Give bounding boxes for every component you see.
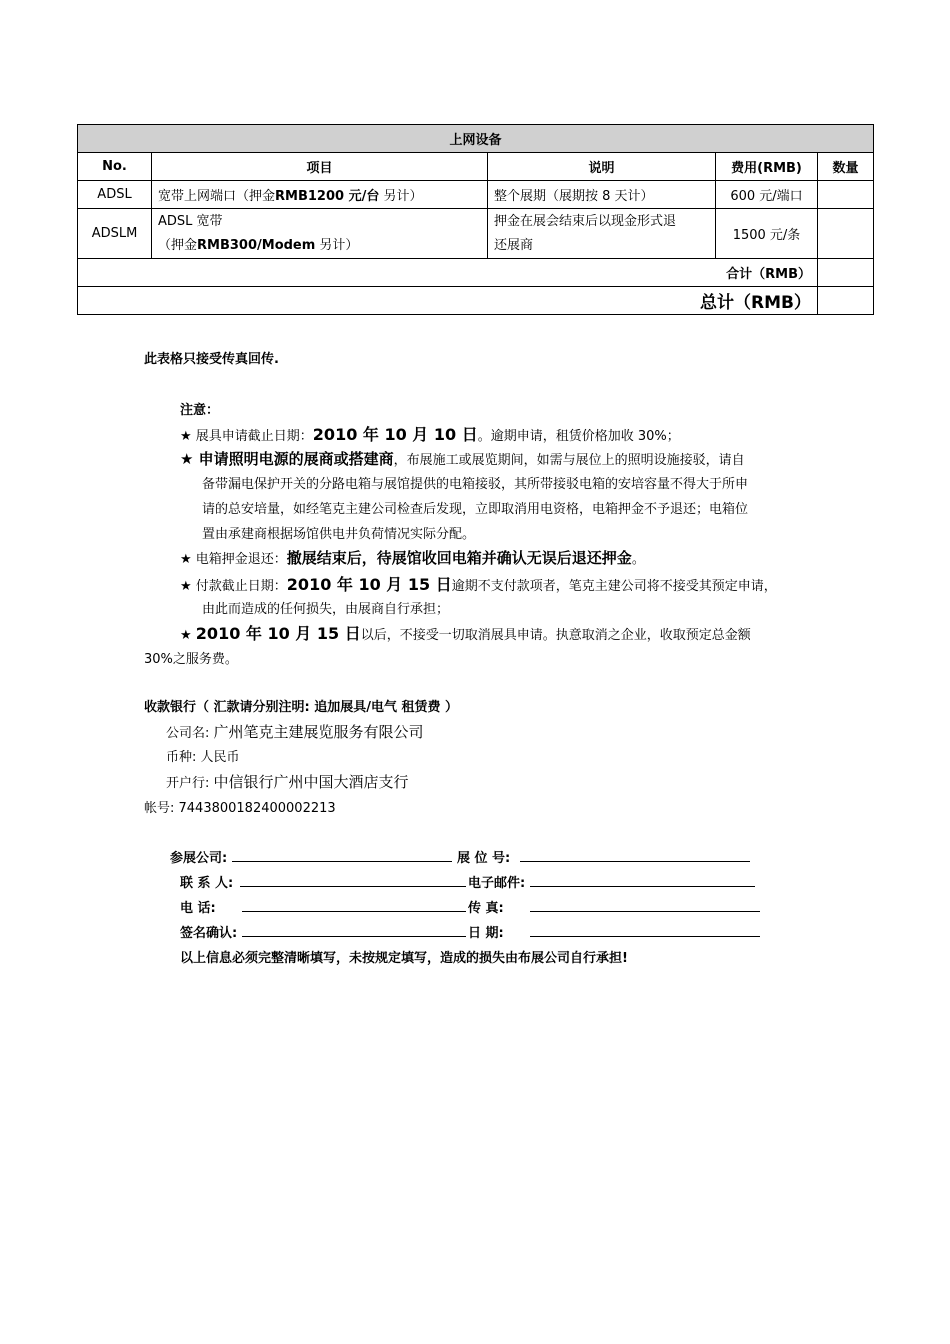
- note-line: 置由承建商根据场馆供电井负荷情况实际分配。: [202, 527, 476, 542]
- row-no: ADSL: [78, 181, 152, 209]
- note-text: 逾期不支付款项者，笔克主建公司将不接受其预定申请，: [451, 579, 777, 594]
- row-desc: [488, 209, 716, 259]
- row-item-text: 另计）: [379, 189, 423, 204]
- subtotal-row: [78, 259, 874, 287]
- booth-label: 展 位 号:: [457, 851, 511, 866]
- header-item: 项目: [152, 153, 488, 181]
- row-item-text: （押金: [158, 237, 198, 253]
- note-date: 2010 年 10 月 15 日: [286, 575, 452, 594]
- header-fee: 费用(RMB): [716, 153, 818, 181]
- phone-label: 电 话:: [180, 901, 216, 916]
- row-desc-line: 押金在展会结束后以现金形式退: [494, 213, 677, 229]
- table-caption: 上网设备: [78, 125, 874, 153]
- fax-label: 传 真:: [468, 901, 504, 916]
- bank-value: 广州笔克主建展览服务有限公司: [213, 723, 424, 741]
- row-item-line: [158, 234, 481, 258]
- row-desc: 整个展期（展期按 8 天计）: [488, 181, 716, 209]
- row-no: ADSLM: [78, 209, 152, 259]
- row-item-text: 另计）: [315, 237, 359, 253]
- table-row: [78, 181, 874, 209]
- row-item: [152, 181, 488, 209]
- note-line: 30%之服务费。: [144, 652, 238, 667]
- bank-label: 开户行:: [166, 776, 214, 791]
- note-line: 由此而造成的任何损失，由展商自行承担；: [202, 602, 450, 617]
- form-warning: 以上信息必须完整清晰填写，未按规定填写，造成的损失由布展公司自行承担!: [180, 951, 628, 966]
- bank-branch: [166, 771, 409, 792]
- fax-note: 此表格只接受传真回传.: [144, 352, 279, 367]
- note-emphasis: 撤展结束后，待展馆收回电箱并确认无误后退还押金: [286, 549, 632, 567]
- note-date: 2010 年 10 月 10 日: [312, 425, 478, 444]
- total-row: [78, 287, 874, 315]
- note-power: [180, 448, 745, 469]
- note-text: 以后，不接受一切取消展具申请。执意取消之企业，收取预定总金额: [360, 628, 751, 643]
- note-deposit-refund: [180, 547, 645, 568]
- row-item-deposit: RMB300/Modem: [197, 237, 316, 253]
- bank-company: [166, 721, 424, 742]
- note-text: ★ 展具申请截止日期：: [180, 429, 313, 444]
- subtotal-label: 合计（RMB）: [78, 259, 818, 287]
- bank-value: 7443800182400002213: [178, 801, 336, 816]
- fax-field[interactable]: [530, 897, 760, 912]
- note-text: ，布展施工或展览期间，如需与展位上的照明设施接驳，请自: [393, 453, 745, 468]
- note-line: 备带漏电保护开关的分路电箱与展馆提供的电箱接驳，其所带接驳电箱的安培容量不得大于所申: [202, 477, 749, 492]
- bank-label: 公司名:: [166, 726, 214, 741]
- row-fee: 1500 元/条: [716, 209, 818, 259]
- note-text: 。逾期申请，租赁价格加收 30%；: [477, 429, 680, 444]
- note-text: 。: [631, 552, 645, 567]
- total-value[interactable]: [818, 287, 874, 315]
- row-fee: 600 元/端口: [716, 181, 818, 209]
- sign-field[interactable]: [242, 922, 466, 937]
- bank-currency: [166, 746, 240, 765]
- note-payment: [180, 572, 777, 595]
- booth-field[interactable]: [520, 847, 750, 862]
- table-row: [78, 209, 874, 259]
- equipment-table: [77, 124, 874, 315]
- total-label: 总计（RMB）: [78, 287, 818, 315]
- table-header-row: [78, 153, 874, 181]
- table-caption-row: [78, 125, 874, 153]
- bank-title: 收款银行（ 汇款请分别注明: 追加展具/电气 租赁费 ）: [144, 700, 459, 715]
- note-deadline: [180, 422, 680, 445]
- subtotal-value[interactable]: [818, 259, 874, 287]
- date-field[interactable]: [530, 922, 760, 937]
- row-item: [152, 209, 488, 259]
- notes-title: 注意：: [180, 403, 220, 418]
- header-desc: 说明: [488, 153, 716, 181]
- sign-label: 签名确认:: [180, 926, 238, 941]
- phone-field[interactable]: [242, 897, 466, 912]
- contact-label: 联 系 人:: [180, 876, 234, 891]
- note-line: 请的总安培量，如经笔克主建公司检查后发现，立即取消用电资格，电箱押金不予退还；电箱位: [202, 502, 749, 517]
- contact-field[interactable]: [240, 872, 466, 887]
- row-qty-input[interactable]: [818, 209, 874, 259]
- note-emphasis: ★ 申请照明电源的展商或搭建商: [180, 450, 394, 468]
- email-label: 电子邮件:: [468, 876, 526, 891]
- bank-value: 中信银行广州中国大酒店支行: [213, 773, 409, 791]
- email-field[interactable]: [530, 872, 755, 887]
- note-text: ★: [180, 628, 196, 643]
- note-date: 2010 年 10 月 15 日: [195, 624, 361, 643]
- note-text: ★ 付款截止日期：: [180, 579, 287, 594]
- bank-label: 币种:: [166, 750, 201, 765]
- company-label: 参展公司:: [170, 851, 228, 866]
- date-label: 日 期:: [468, 926, 504, 941]
- row-item-line: ADSL 宽带: [158, 213, 223, 229]
- header-no: No.: [78, 153, 152, 181]
- row-item-text: 宽带上网端口（押金: [158, 189, 276, 204]
- bank-label: 帐号:: [144, 801, 179, 816]
- note-cancel: [180, 621, 751, 644]
- header-qty: 数量: [818, 153, 874, 181]
- bank-account: [144, 797, 336, 816]
- bank-value: 人民币: [200, 750, 240, 765]
- row-desc-line: 还展商: [494, 237, 534, 253]
- row-qty-input[interactable]: [818, 181, 874, 209]
- company-field[interactable]: [232, 847, 452, 862]
- row-item-deposit: RMB1200 元/台: [275, 189, 380, 204]
- note-text: ★ 电箱押金退还：: [180, 552, 287, 567]
